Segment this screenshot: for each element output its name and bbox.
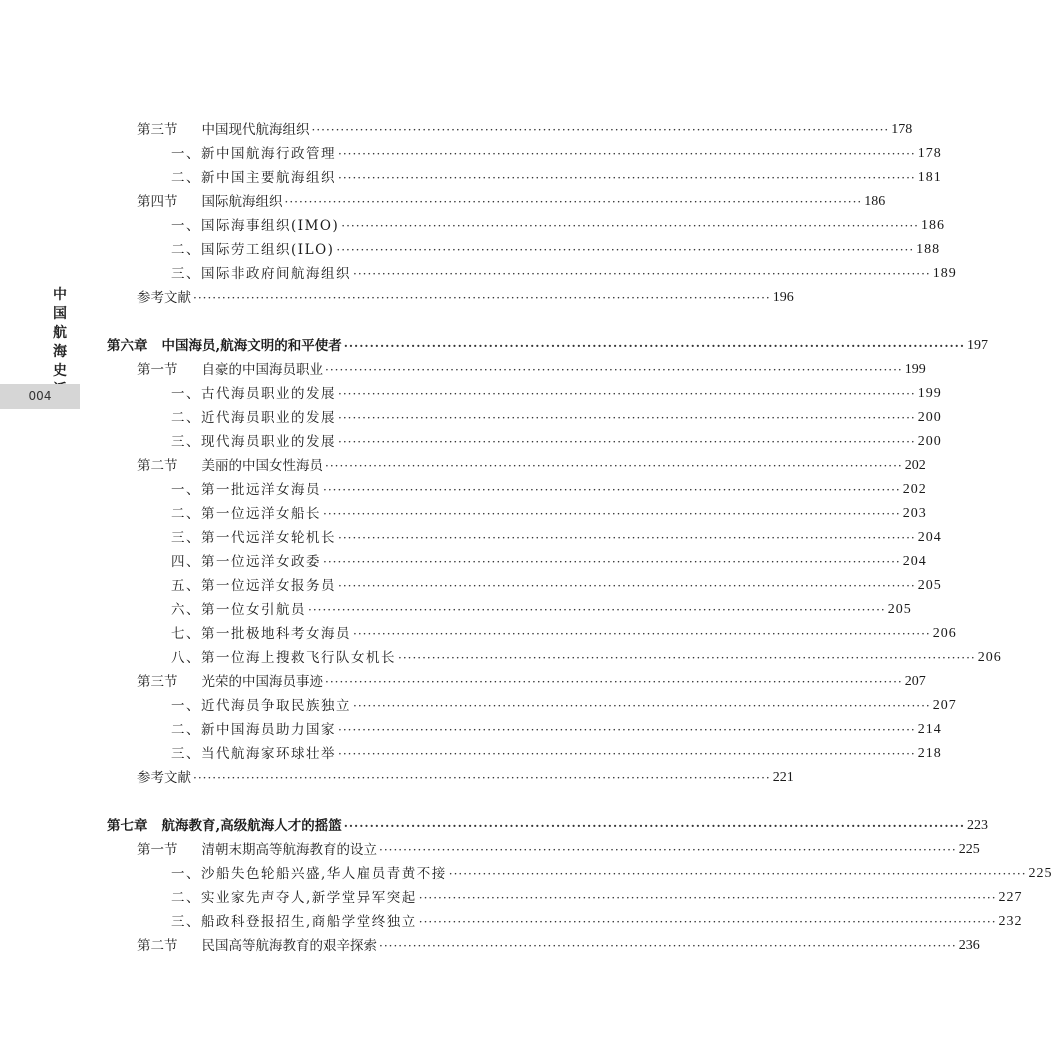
dot-leader: ························································································································ <box>338 171 916 185</box>
dot-leader: ························································································································ <box>338 747 916 761</box>
toc-subsection-entry[interactable] <box>171 404 942 426</box>
toc-subsection-entry[interactable] <box>171 140 942 162</box>
toc-entry-title: 美丽的中国女性海员 <box>201 458 323 474</box>
dot-leader: ························································································································ <box>325 363 903 377</box>
dot-leader: ························································································································ <box>379 939 957 953</box>
running-title-char: 海 <box>53 344 67 360</box>
dot-leader: ························································································································ <box>284 195 863 209</box>
running-title-char: 史 <box>53 363 67 379</box>
toc-entry-title: 三、现代海员职业的发展 <box>171 434 336 450</box>
toc-subsection-entry[interactable] <box>171 380 942 402</box>
toc-chapter-entry[interactable] <box>107 812 989 834</box>
toc-page-number: 200 <box>917 410 942 425</box>
toc-page-number: 227 <box>998 890 1023 905</box>
toc-page-number: 196 <box>772 290 794 305</box>
dot-leader: ························································································································ <box>353 627 931 641</box>
toc-entry-title: 五、第一位远洋女报务员 <box>171 578 336 594</box>
toc-section-number: 第四节 <box>137 194 178 210</box>
dot-leader: ························································································································ <box>325 675 903 689</box>
toc-entry-title: 一、沙船失色轮船兴盛,华人雇员青黄不接 <box>171 866 447 882</box>
toc-subsection-entry[interactable] <box>171 620 957 642</box>
toc-entry-title: 一、古代海员职业的发展 <box>171 386 336 402</box>
toc-page-number: 178 <box>917 146 942 161</box>
toc-page-number: 205 <box>917 578 942 593</box>
toc-section-number: 第二节 <box>137 458 178 474</box>
toc-entry-title: 二、第一位远洋女船长 <box>171 506 321 522</box>
running-book-title <box>48 286 72 400</box>
dot-leader: ························································································································ <box>353 699 931 713</box>
toc-page-number: 218 <box>917 746 942 761</box>
toc-entry-title: 二、新中国海员助力国家 <box>171 722 336 738</box>
toc-page-number: 207 <box>904 674 926 689</box>
toc-references-entry[interactable] <box>137 284 794 306</box>
dot-leader: ························································································································ <box>338 411 916 425</box>
toc-subsection-entry[interactable] <box>171 716 942 738</box>
dot-leader: ························································································································ <box>341 219 919 233</box>
dot-leader: ························································································································ <box>343 819 966 833</box>
toc-subsection-entry[interactable] <box>171 476 927 498</box>
toc-subsection-entry[interactable] <box>171 596 912 618</box>
toc-page-number: 197 <box>967 338 989 353</box>
toc-page-number: 214 <box>917 722 942 737</box>
toc-subsection-entry[interactable] <box>171 428 942 450</box>
toc-subsection-entry[interactable] <box>171 572 942 594</box>
toc-entry-title: 一、近代海员争取民族独立 <box>171 698 351 714</box>
toc-subsection-entry[interactable] <box>171 260 957 282</box>
dot-leader: ························································································································ <box>338 147 916 161</box>
toc-entry-title: 中国现代航海组织 <box>201 122 310 138</box>
toc-entry-title: 三、船政科登报招生,商船学堂终独立 <box>171 914 417 930</box>
toc-page-number: 232 <box>998 914 1023 929</box>
toc-entry-title: 光荣的中国海员事迹 <box>201 674 323 690</box>
toc-entry-title: 一、新中国航海行政管理 <box>171 146 336 162</box>
toc-section-entry[interactable] <box>137 188 886 210</box>
running-title-char: 中 <box>53 287 67 303</box>
toc-page-number: 186 <box>921 218 945 233</box>
toc-page-number: 207 <box>932 698 957 713</box>
toc-page-number: 225 <box>1028 866 1053 881</box>
toc-section-entry[interactable] <box>137 668 926 690</box>
dot-leader: ························································································································ <box>338 435 916 449</box>
toc-page-number: 206 <box>932 626 957 641</box>
toc-page-number: 204 <box>902 554 927 569</box>
toc-page-number: 188 <box>916 242 941 257</box>
toc-entry-title: 参考文献 <box>137 290 191 306</box>
toc-subsection-entry[interactable] <box>171 548 927 570</box>
dot-leader: ························································································································ <box>418 891 997 905</box>
toc-page-number: 221 <box>772 770 794 785</box>
running-title-char: 航 <box>53 325 67 341</box>
dot-leader: ························································································································ <box>193 771 771 785</box>
toc-entry-title: 二、国际劳工组织(ILO) <box>171 242 335 258</box>
dot-leader: ························································································································ <box>398 651 976 665</box>
toc-section-number: 第一节 <box>137 362 178 378</box>
dot-leader: ························································································································ <box>379 843 957 857</box>
toc-section-entry[interactable] <box>137 452 926 474</box>
toc-entry-title: 国际航海组织 <box>201 194 283 210</box>
toc-subsection-entry[interactable] <box>171 740 942 762</box>
dot-leader: ························································································································ <box>323 507 901 521</box>
toc-page-number: 205 <box>887 602 912 617</box>
toc-chapter-entry[interactable] <box>107 332 989 354</box>
toc-section-number: 第三节 <box>137 122 178 138</box>
toc-entry-title: 四、第一位远洋女政委 <box>171 554 321 570</box>
toc-section-entry[interactable] <box>137 356 926 378</box>
dot-leader: ························································································································ <box>338 579 916 593</box>
toc-entry-title: 二、实业家先声夺人,新学堂异军突起 <box>171 890 417 906</box>
toc-entry-title: 三、当代航海家环球壮举 <box>171 746 336 762</box>
toc-entry-title: 六、第一位女引航员 <box>171 602 306 618</box>
toc-subsection-entry[interactable] <box>171 860 1053 882</box>
dot-leader: ························································································································ <box>325 459 903 473</box>
toc-page-number: 225 <box>958 842 980 857</box>
dot-leader: ························································································································ <box>343 339 966 353</box>
toc-subsection-entry[interactable] <box>171 212 945 234</box>
dot-leader: ························································································································ <box>193 291 771 305</box>
toc-section-entry[interactable] <box>137 932 980 954</box>
dot-leader: ························································································································ <box>338 531 916 545</box>
toc-page-number: 223 <box>967 818 989 833</box>
toc-entry-title: 七、第一批极地科考女海员 <box>171 626 351 642</box>
toc-subsection-entry[interactable] <box>171 884 1023 906</box>
dot-leader: ························································································································ <box>353 267 931 281</box>
toc-entry-title: 参考文献 <box>137 770 191 786</box>
toc-entry-title: 三、第一代远洋女轮机长 <box>171 530 336 546</box>
toc-page-number: 189 <box>932 266 957 281</box>
dot-leader: ························································································································ <box>311 123 890 137</box>
toc-entry-title: 一、国际海事组织(IMO) <box>171 218 340 234</box>
toc-subsection-entry[interactable] <box>171 644 1002 666</box>
running-title-char: 国 <box>53 306 67 322</box>
toc-entry-title: 清朝末期高等航海教育的设立 <box>201 842 377 858</box>
dot-leader: ························································································································ <box>323 555 901 569</box>
toc-section-number: 第三节 <box>137 674 178 690</box>
toc-page-number: 203 <box>902 506 927 521</box>
dot-leader: ························································································································ <box>323 483 901 497</box>
dot-leader: ························································································································ <box>308 603 886 617</box>
toc-entry-title: 二、近代海员职业的发展 <box>171 410 336 426</box>
toc-entry-title: 三、国际非政府间航海组织 <box>171 266 351 282</box>
toc-page-number: 181 <box>917 170 942 185</box>
toc-page-number: 236 <box>958 938 980 953</box>
toc-subsection-entry[interactable] <box>171 908 1023 930</box>
toc-entry-title: 二、新中国主要航海组织 <box>171 170 336 186</box>
toc-subsection-entry[interactable] <box>171 524 942 546</box>
toc-page-number: 178 <box>891 122 913 137</box>
toc-section-entry[interactable] <box>137 116 913 138</box>
page-number-badge: 004 <box>0 384 80 409</box>
toc-page-number: 202 <box>904 458 926 473</box>
toc-entry-title: 自豪的中国海员职业 <box>201 362 323 378</box>
toc-entry-title: 民国高等航海教育的艰辛探索 <box>201 938 377 954</box>
toc-chapter-number: 第六章 <box>107 338 148 354</box>
toc-section-number: 第二节 <box>137 938 178 954</box>
toc-page-number: 199 <box>917 386 942 401</box>
dot-leader: ························································································································ <box>336 243 915 257</box>
toc-section-number: 第一节 <box>137 842 178 858</box>
toc-page-number: 186 <box>864 194 886 209</box>
toc-page-number: 206 <box>977 650 1002 665</box>
toc-entry-title: 八、第一位海上搜救飞行队女机长 <box>171 650 396 666</box>
toc-references-entry[interactable] <box>137 764 794 786</box>
toc-subsection-entry[interactable] <box>171 500 927 522</box>
toc-chapter-number: 第七章 <box>107 818 148 834</box>
toc-entry-title: 中国海员,航海文明的和平使者 <box>161 338 342 354</box>
toc-page-number: 202 <box>902 482 927 497</box>
toc-subsection-entry[interactable] <box>171 164 942 186</box>
toc-page-number: 199 <box>904 362 926 377</box>
toc-entry-title: 一、第一批远洋女海员 <box>171 482 321 498</box>
toc-entry-title: 航海教育,高级航海人才的摇篮 <box>161 818 342 834</box>
toc-page-number: 200 <box>917 434 942 449</box>
toc-subsection-entry[interactable] <box>171 236 941 258</box>
toc-page-number: 204 <box>917 530 942 545</box>
toc-section-entry[interactable] <box>137 836 980 858</box>
dot-leader: ························································································································ <box>448 867 1027 881</box>
dot-leader: ························································································································ <box>338 387 916 401</box>
dot-leader: ························································································································ <box>418 915 997 929</box>
dot-leader: ························································································································ <box>338 723 916 737</box>
toc-subsection-entry[interactable] <box>171 692 957 714</box>
